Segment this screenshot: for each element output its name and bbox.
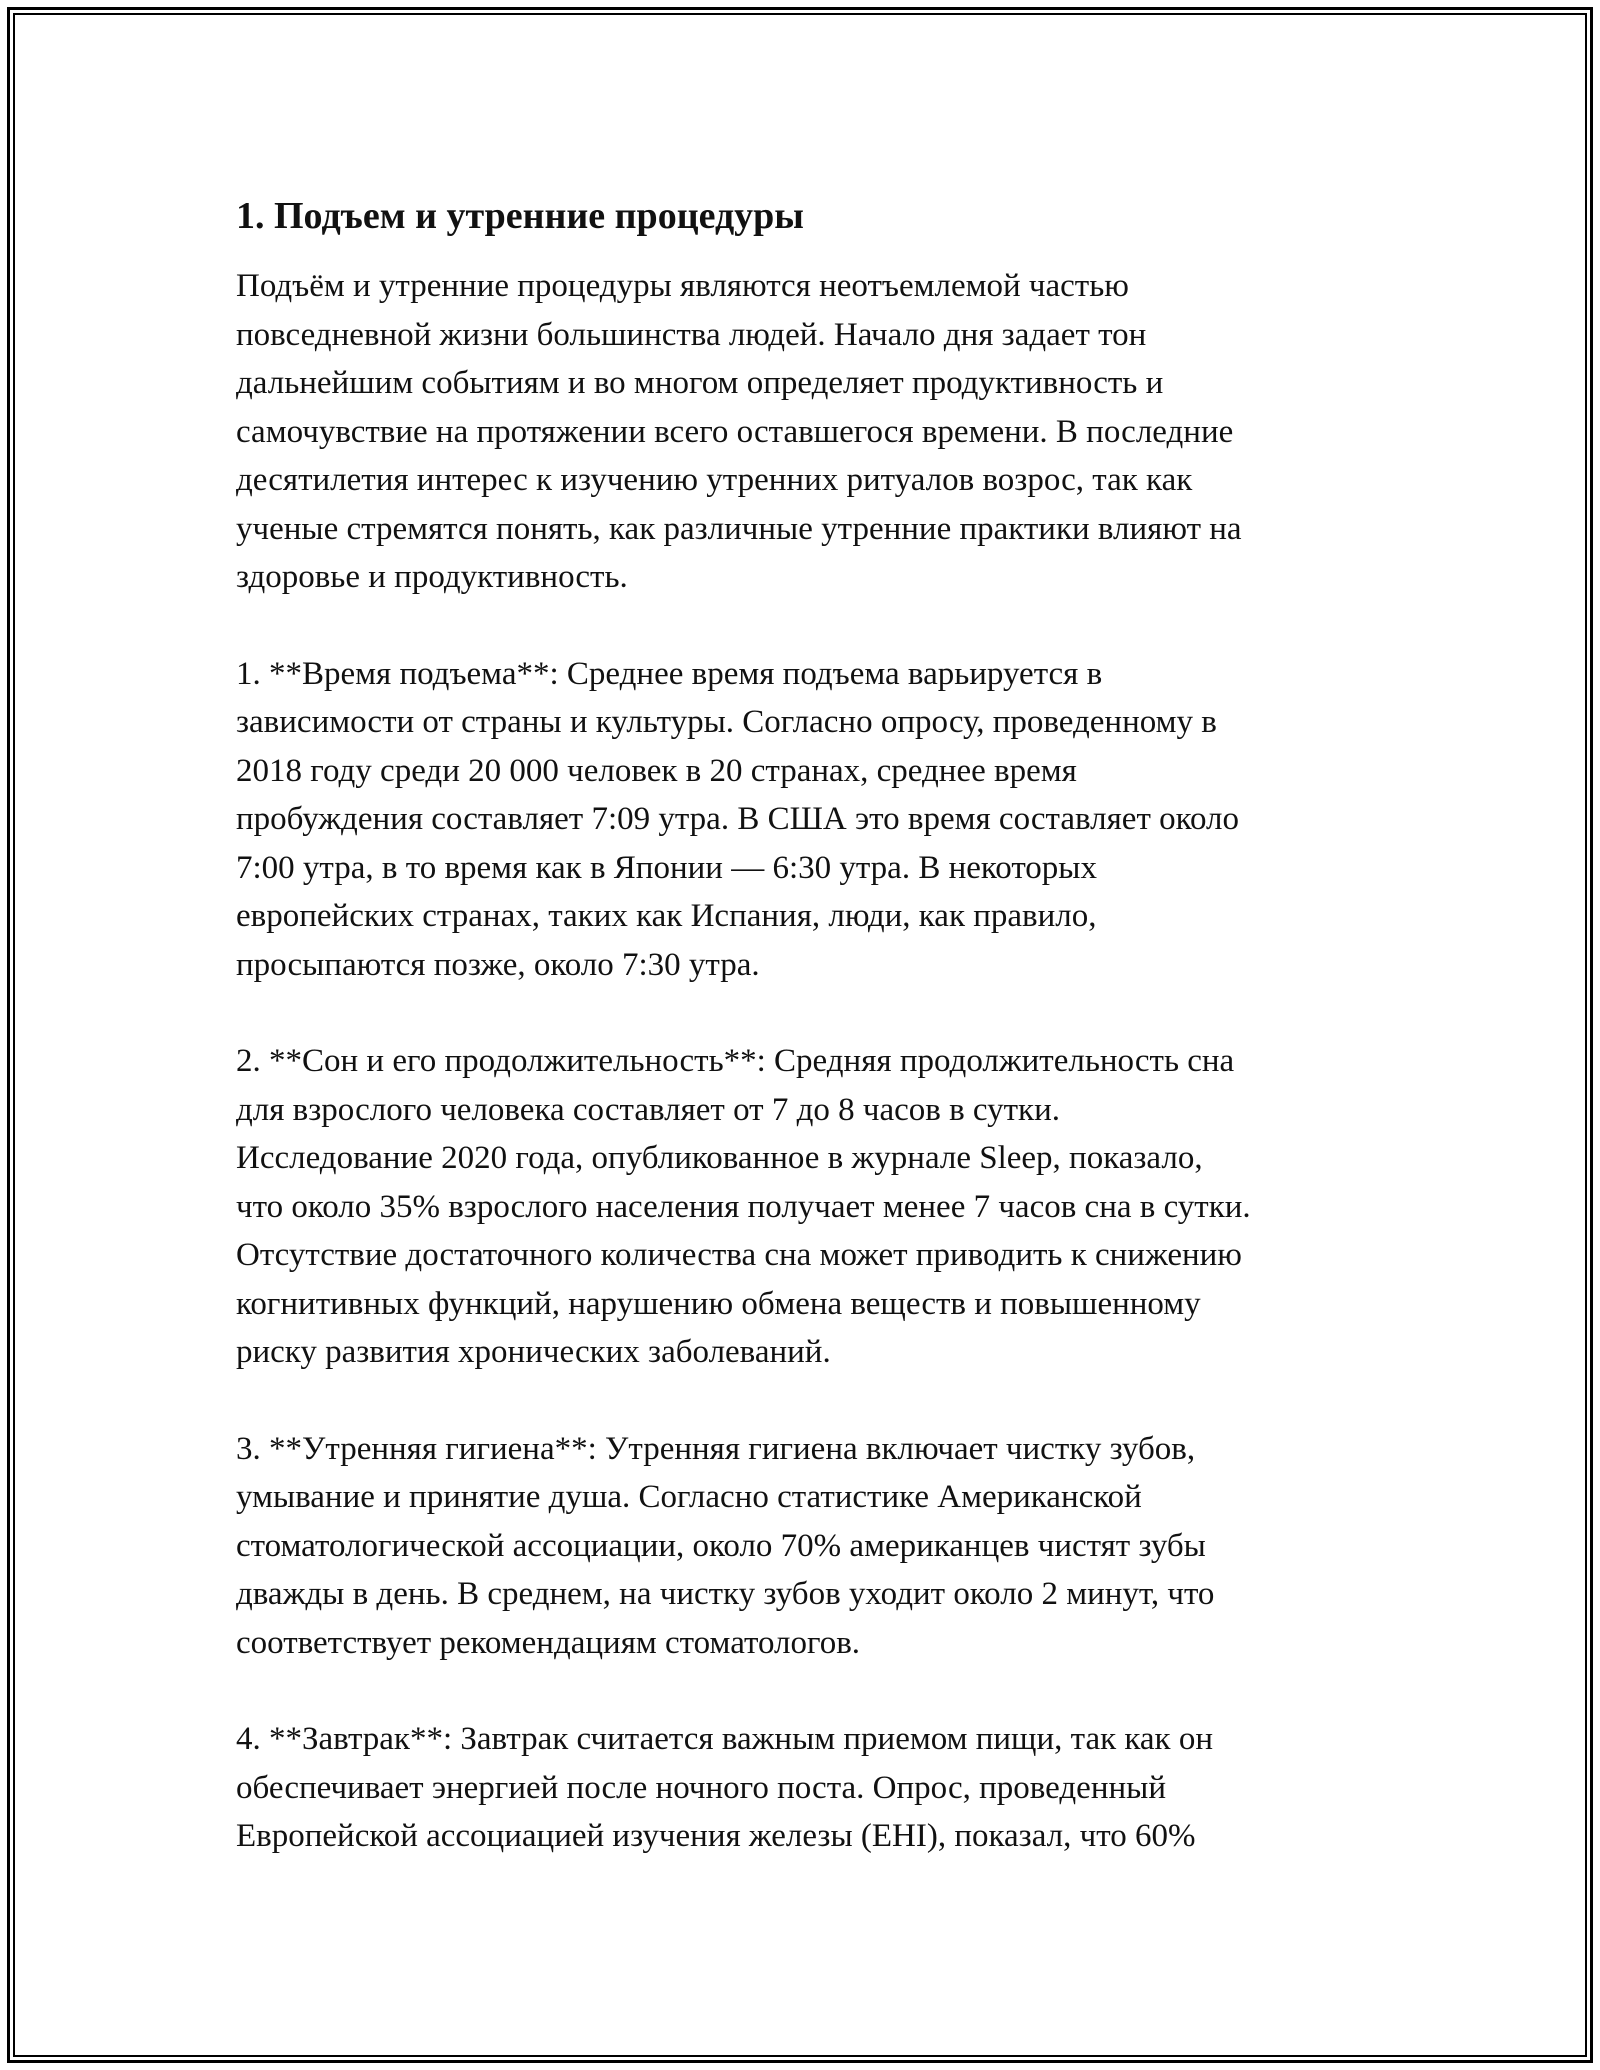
morning-hygiene-paragraph: 3. **Утренняя гигиена**: Утренняя гигиена включает чистку зубов, умывание и принятие душа. Согласно статистике Американской стоматологической ассоциации, около 70% американцев чистят зубы дважды в день. В среднем, на чистку зубов уходит около 2 минут, что соответствует рекомендациям стоматологов. bbox=[236, 1430, 1215, 1661]
document-body bbox=[236, 188, 1386, 1909]
section-heading: 1. Подъем и утренние процедуры bbox=[236, 195, 804, 237]
intro-paragraph: Подъём и утренние процедуры являются неотъемлемой частью повседневной жизни большинства людей. Начало дня задает тон дальнейшим событиям и во многом определяет продуктивность и самочувствие на протяжении всего оставшегося времени. В последние десятилетия интерес к изучению утренних ритуалов возрос, так как ученые стремятся понять, как различные утренние практики влияют на здоровье и продуктивность. bbox=[236, 268, 1242, 595]
breakfast-paragraph: 4. **Завтрак**: Завтрак считается важным приемом пищи, так как он обеспечивает энергией после ночного поста. Опрос, проведенный Европейской ассоциацией изучения железы (EHI), показал, что 60% bbox=[236, 1721, 1213, 1854]
wake-time-paragraph: 1. **Время подъема**: Среднее время подъема варьируется в зависимости от страны и культуры. Согласно опросу, проведенному в 2018 году среди 20 000 человек в 20 странах, среднее время пробуждения составляет 7:09 утра. В США это время составляет около 7:00 утра, в то время как в Японии — 6:30 утра. В некоторых европейских странах, таких как Испания, люди, как правило, просыпаются позже, около 7:30 утра. bbox=[236, 655, 1240, 983]
sleep-duration-paragraph: 2. **Сон и его продолжительность**: Средняя продолжительность сна для взрослого человека составляет от 7 до 8 часов в сутки. Исследование 2020 года, опубликованное в журнале Sleep, показало, что около 35% взрослого населения получает менее 7 часов сна в сутки. Отсутствие достаточного количества сна может приводить к снижению когнитивных функций, нарушению обмена веществ и повышенному риску развития хронических заболеваний. bbox=[236, 1043, 1251, 1370]
